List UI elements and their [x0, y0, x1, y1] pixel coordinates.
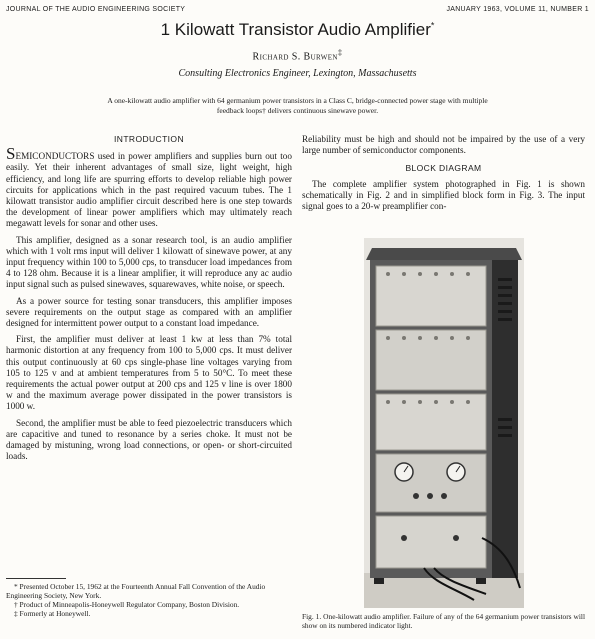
- right-paragraph-0: Reliability must be high and should not be impaired by the use of a very large number of semiconductor components.: [302, 134, 585, 156]
- introduction-heading: INTRODUCTION: [114, 134, 184, 144]
- author-name: Richard S. Burwen: [252, 51, 338, 63]
- author-footnote-mark: ‡: [337, 48, 343, 57]
- block-diagram-paragraph: The complete amplifier system photographed in Fig. 1 is shown schematically in Fig. 2 and in simplified block form in Fig. 3. The input signal goes to a 20-w preamplifier con-: [302, 178, 585, 212]
- footnote-presented: * Presented October 15, 1962 at the Fourteenth Annual Fall Convention of the Audio Engineering Society, New York.: [6, 582, 266, 600]
- intro-paragraph-2: This amplifier, designed as a sonar research tool, is an audio amplifier which with 1 volt rms input will deliver 1 kilowatt of sinewave power, at any input frequency within 100 to 5,000 cps, to transducer load impedances from 4 to 128 ohm. Because it is a linear amplifier, it will reproduce any ac audio input signal such as pulsed sinewaves, squarewaves, white noise, or speech.: [6, 234, 292, 290]
- drop-cap: S: [6, 144, 16, 164]
- footnote-rule: [6, 578, 66, 579]
- footnote-formerly: ‡ Formerly at Honeywell.: [14, 609, 91, 618]
- intro-paragraph-1: [6, 144, 292, 229]
- author-line: [0, 48, 595, 62]
- figure-caption: Fig. 1. One-kilowatt audio amplifier. Failure of any of the 64 germanium power transistors will show on its numbered indicator light.: [302, 612, 585, 630]
- amplifier-photo: [364, 238, 524, 608]
- footnote-product: † Product of Minneapolis-Honeywell Regulator Company, Boston Division.: [14, 600, 240, 609]
- block-diagram-heading: BLOCK DIAGRAM: [405, 163, 482, 174]
- title-footnote-mark: *: [430, 20, 435, 31]
- left-column: [6, 134, 292, 467]
- article-title: [0, 20, 595, 40]
- intro-paragraph-3: As a power source for testing sonar transducers, this amplifier imposes severe requirements on the output stage as compared with an amplifier designed for intermittent power output to a constant load impedance.: [6, 295, 292, 329]
- journal-header: JOURNAL OF THE AUDIO ENGINEERING SOCIETY: [6, 6, 186, 13]
- intro-paragraph-5: Second, the amplifier must be able to feed piezoelectric transducers which are capacitive and tuned to resonance by a series choke. It must not be damaged by mistuning, wrong load connections, or open- or short-circuited loads.: [6, 417, 292, 462]
- issue-header: JANUARY 1963, VOLUME 11, NUMBER 1: [446, 6, 589, 13]
- title-text: 1 Kilowatt Transistor Audio Amplifier: [160, 20, 431, 39]
- abstract: A one-kilowatt audio amplifier with 64 germanium power transistors in a Class C, bridge-connected power stage with multiple feedback loops† delivers continuous sinewave power.: [107, 96, 488, 115]
- intro-paragraph-4: First, the amplifier must deliver at least 1 kw at less than 7% total harmonic distortion at any frequency from 100 to 5,000 cps. It must deliver this output continuously at 60 cps single-phase line voltages varying from 105 to 125 v and at ambient temperatures from 5 to 50°C. To meet these requirements the actual power output at 200 cps and 125 v line is over 1800 w and the maximum average power dissipated in the power transistors is 1000 w.: [6, 334, 292, 412]
- right-column: [302, 134, 585, 217]
- affiliation: Consulting Electronics Engineer, Lexington, Massachusetts: [178, 68, 417, 79]
- intro-paragraph-1-text: EMICONDUCTORS used in power amplifiers and supplies burn out too easily. Yet their inherent advantages of small size, light weight, high efficiency, and long life are spurring efforts to develop reliable high power circuits for applications which in the past required vacuum tubes. The 1 kilowatt transistor audio amplifier circuit described here is one step towards the development of linear power amplifiers which may ultimately reach megawatt levels for sonar and other uses.: [6, 151, 292, 229]
- footnotes: [6, 582, 292, 618]
